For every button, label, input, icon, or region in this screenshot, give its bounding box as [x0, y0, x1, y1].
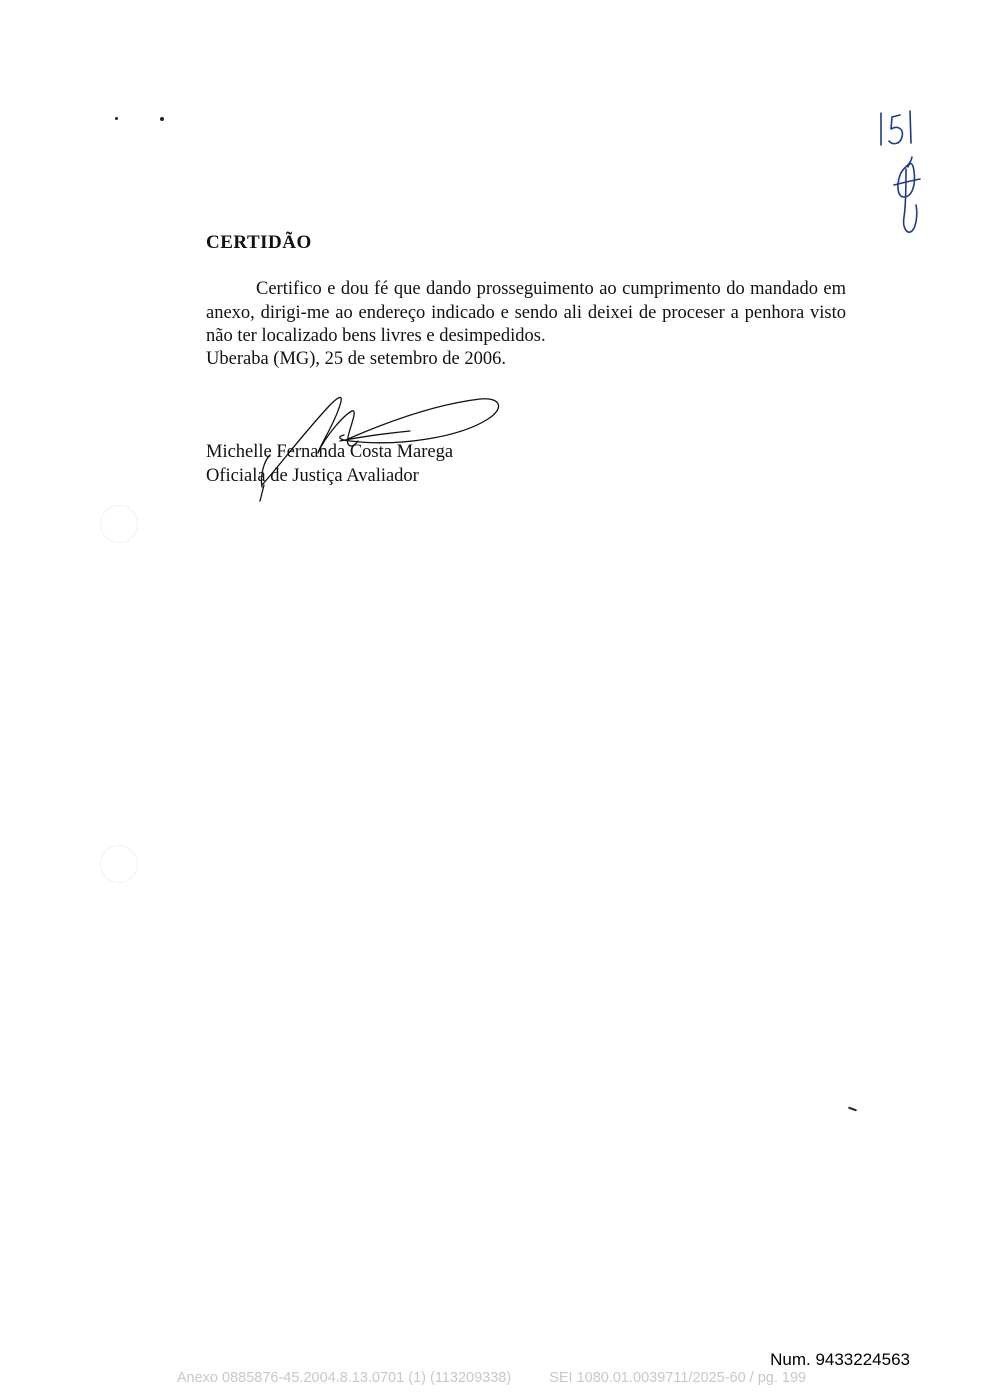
footer-sei-reference: SEI 1080.01.0039711/2025-60 / pg. 199	[549, 1370, 807, 1386]
scan-ghost-mark	[100, 505, 138, 543]
signer-role: Oficiala de Justiça Avaliador	[206, 466, 419, 486]
scan-speck	[160, 117, 164, 121]
folio-handwritten-mark	[868, 105, 948, 245]
page-footer	[0, 1370, 983, 1386]
scan-speck	[115, 117, 118, 120]
certificate-body-text: Certifico e dou fé que dando prosseguimento ao cumprimento do mandado em anexo, dirigi-me ao endereço indicado e sendo ali deixei de proceser a penhora visto não ter localizado bens livres e desimpedidos.	[206, 279, 846, 346]
scan-speck	[848, 1107, 857, 1112]
certificate-body	[206, 278, 846, 349]
document-number-stamp: Num. 9433224563	[770, 1350, 910, 1369]
scan-ghost-mark	[100, 845, 138, 883]
signer-name: Michelle Fernanda Costa Marega	[206, 442, 454, 462]
footer-annex-reference: Anexo 0885876-45.2004.8.13.0701 (1) (113209338)	[176, 1370, 512, 1386]
place-and-date: Uberaba (MG), 25 de setembro de 2006.	[206, 349, 507, 369]
certificate-title: CERTIDÃO	[206, 232, 312, 253]
